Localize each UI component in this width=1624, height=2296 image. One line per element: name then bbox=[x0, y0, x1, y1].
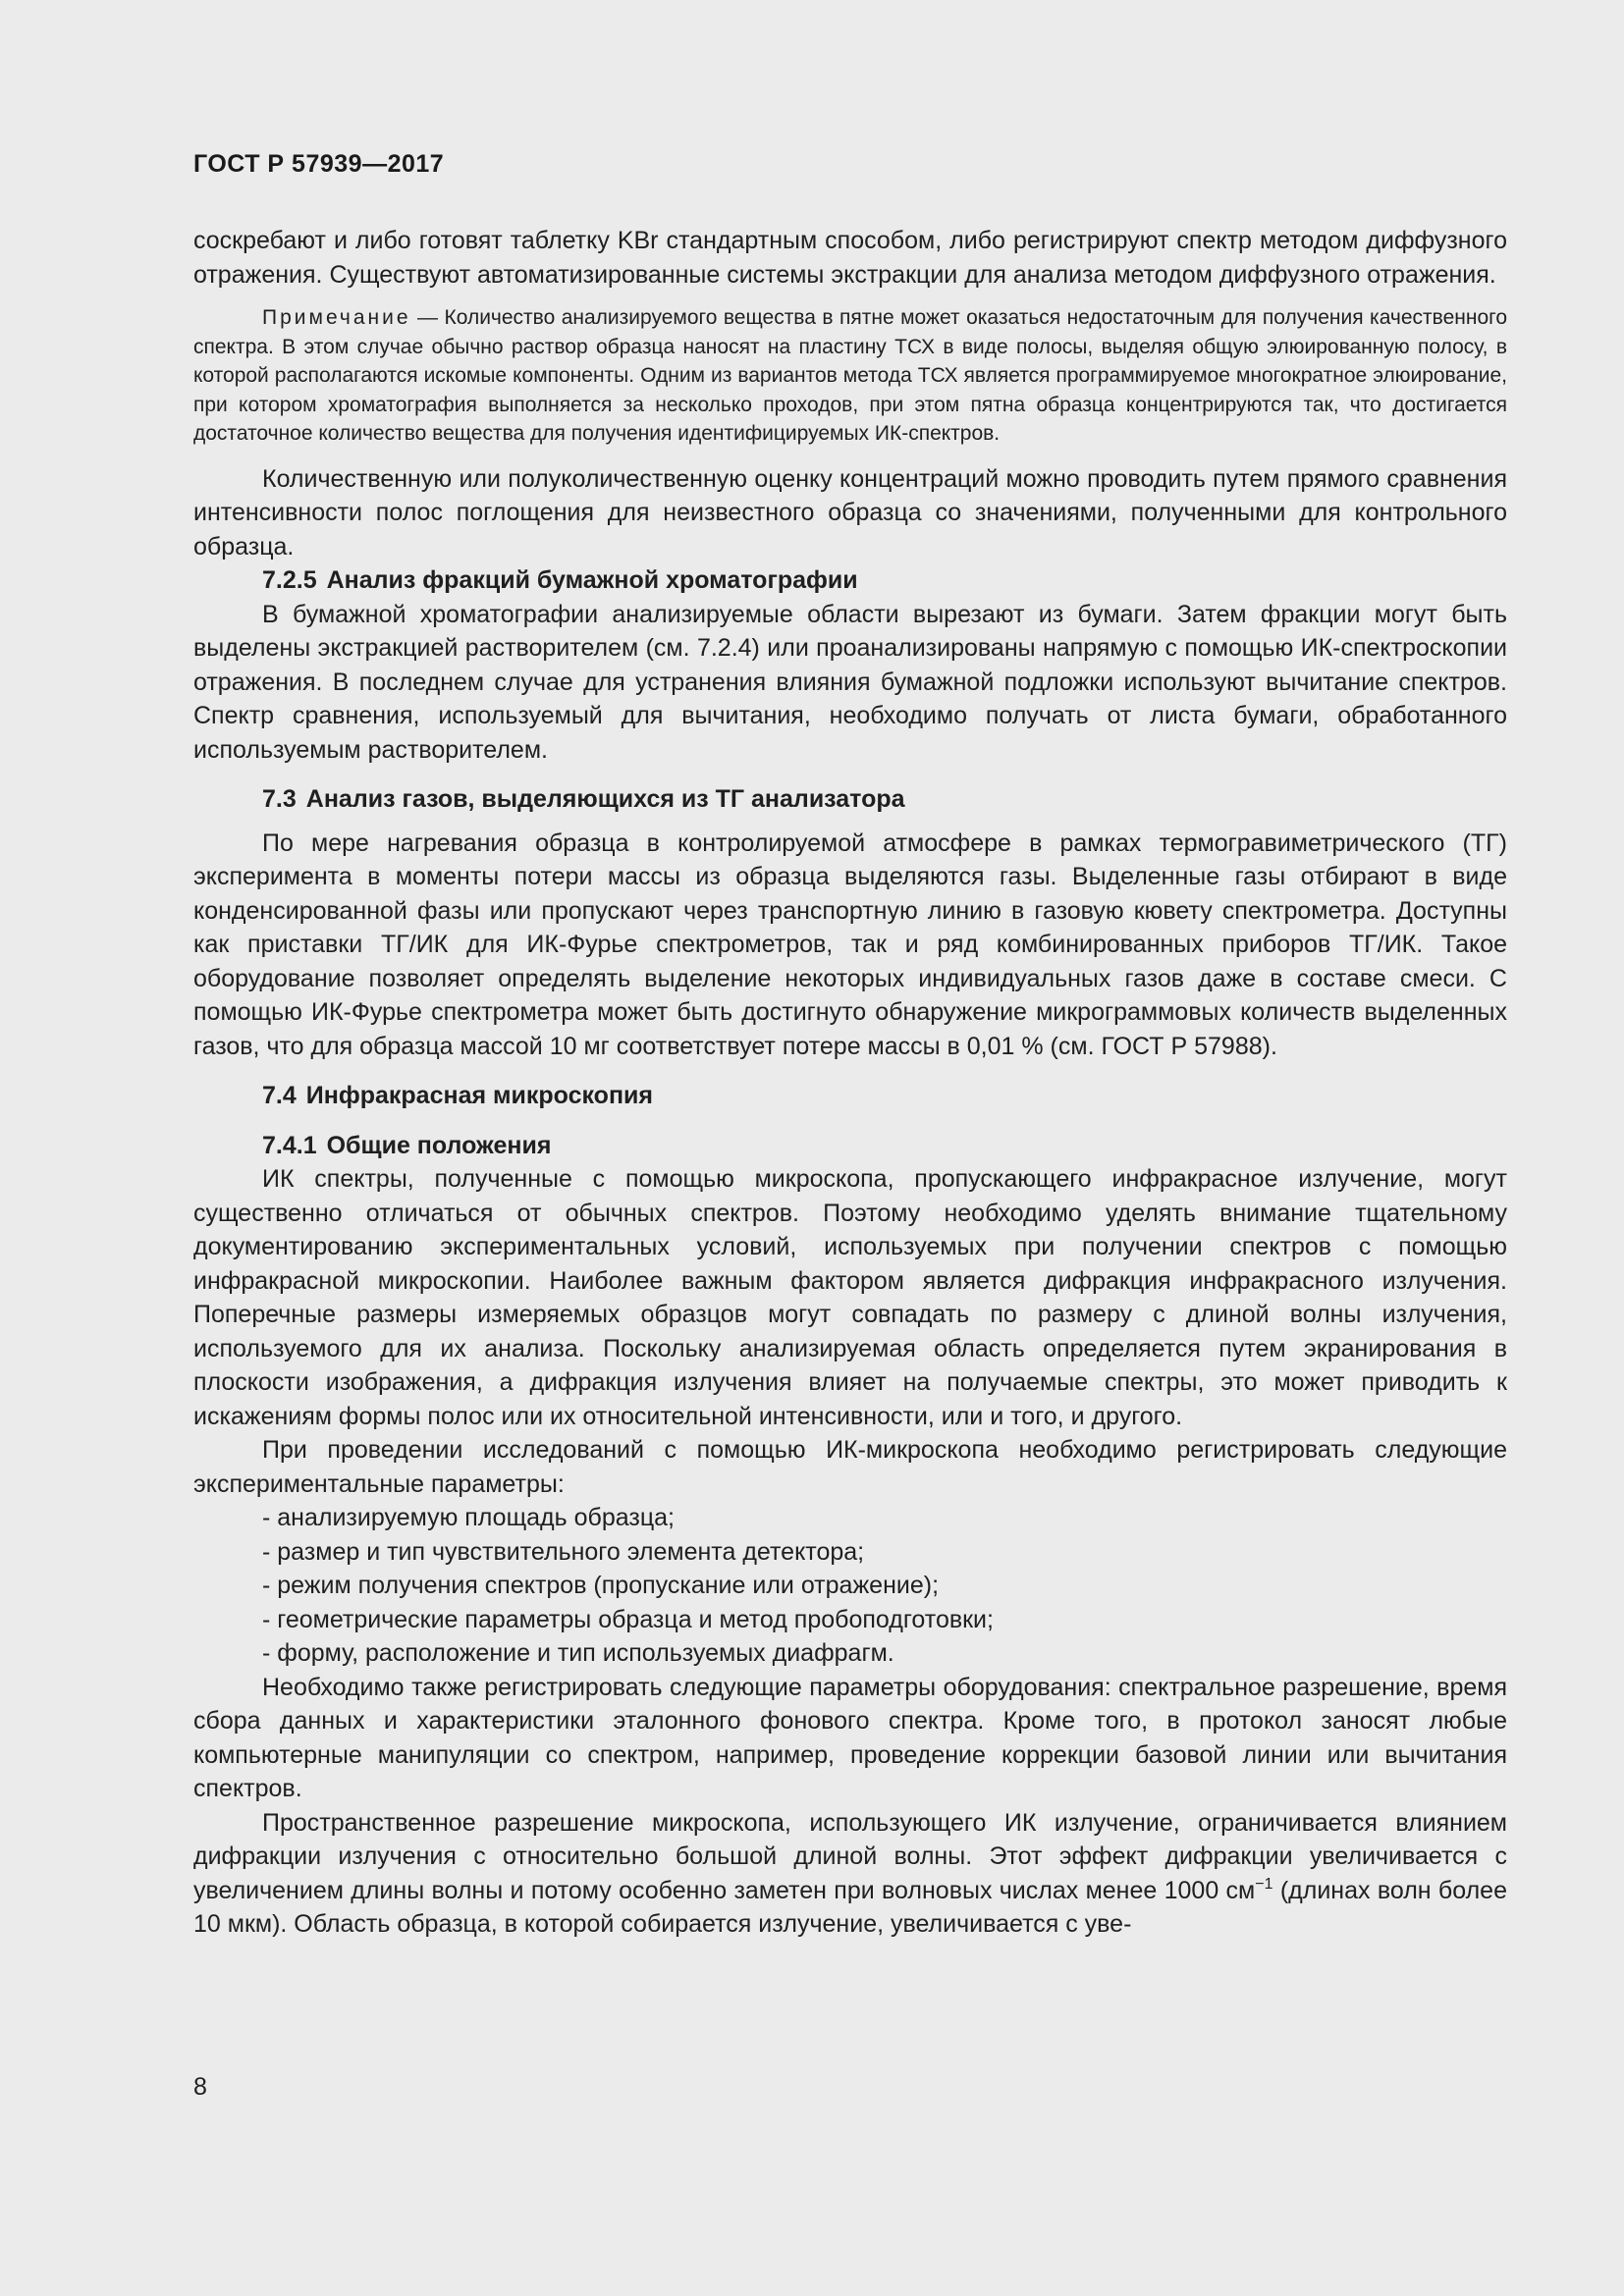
section-heading-7-4-1 bbox=[193, 1129, 1507, 1163]
list-item: - форму, расположение и тип используемых диафрагм. bbox=[262, 1639, 894, 1667]
paragraph: соскребают и либо готовят таблетку KBr стандартным способом, либо регистрируют спектр методом диффузного отражения. Существуют автоматизированные системы экстракции для анализа методом диффузного отражения. bbox=[193, 227, 1507, 289]
paragraph-text: Пространственное разрешение микроскопа, использующего ИК излучение, ограничивается влиянием дифракции излучения с относительно большой длиной волны. Этот эффект дифракции увеличивается с увеличением длины волны и потому особенно заметен при волновых числах менее 1000 см bbox=[193, 1808, 1507, 1904]
section-number: 7.2.5 bbox=[262, 566, 317, 594]
note bbox=[193, 303, 1507, 449]
section-number: 7.4 bbox=[262, 1082, 297, 1109]
paragraph: В бумажной хроматографии анализируемые области вырезают из бумаги. Затем фракции могут быть выделены экстракцией растворителем (см. 7.2.4) или проанализированы напрямую с помощью ИК-спектроскопии отражения. В последнем случае для устранения влияния бумажной подложки используют вычитание спектров. Спектр сравнения, используемый для вычитания, необходимо получать от листа бумаги, обработанного используемым растворителем. bbox=[193, 600, 1507, 764]
document-body bbox=[193, 224, 1507, 1942]
paragraph: При проведении исследований с помощью ИК-микроскопа необходимо регистрировать следующие экспериментальные параметры: bbox=[193, 1436, 1507, 1498]
superscript: −1 bbox=[1255, 1875, 1273, 1893]
paragraph bbox=[193, 1806, 1507, 1942]
document-header: ГОСТ Р 57939—2017 bbox=[193, 150, 445, 178]
list-item: - размер и тип чувствительного элемента детектора; bbox=[262, 1537, 865, 1566]
section-title: Инфракрасная микроскопия bbox=[305, 1082, 654, 1109]
paragraph-text: (длинах волн более 10 мкм). Область образца, в которой собирается излучение, увеличивается с уве- bbox=[193, 1876, 1507, 1938]
section-title: Анализ газов, выделяющихся из ТГ анализатора bbox=[305, 785, 905, 813]
paragraph: ИК спектры, полученные с помощью микроскопа, пропускающего инфракрасное излучение, могут существенно отличаться от обычных спектров. Поэтому необходимо уделять внимание тщательному документированию экспериментальных условий, используемых при получении спектров с помощью инфракрасной микроскопии. Наиболее важным фактором является дифракция инфракрасного излучения. Поперечные размеры измеряемых образцов могут совпадать по размеру с длиной волны излучения, используемого для их анализа. Поскольку анализируемая область определяется путем экранирования в плоскости изображения, а дифракция излучения влияет на получаемые спектры, это может приводить к искажениям формы полос или их относительной интенсивности, или и того, и другого. bbox=[193, 1165, 1507, 1430]
section-heading-7-3 bbox=[193, 782, 1507, 817]
note-label: Примечание bbox=[262, 306, 411, 329]
note-text: — Количество анализируемого вещества в пятне может оказаться недостаточным для получения качественного спектра. В этом случае обычно раствор образца наносят на пластину ТСХ в виде полосы, выделяя общую элюированную полосу, в которой располагаются искомые компоненты. Одним из вариантов метода ТСХ является программируемое многократное элюирование, при котором хроматография выполняется за несколько проходов, при этом пятна образца концентрируются так, что достигается достаточное количество вещества для получения идентифицируемых ИК-спектров. bbox=[193, 306, 1507, 445]
list-item: - геометрические параметры образца и метод пробоподготовки; bbox=[262, 1605, 994, 1633]
section-number: 7.3 bbox=[262, 785, 297, 813]
paragraph: Количественную или полуколичественную оценку концентраций можно проводить путем прямого сравнения интенсивности полос поглощения для неизвестного образца со значениями, полученными для контрольного образца. bbox=[193, 464, 1507, 561]
list-item: - режим получения спектров (пропускание или отражение); bbox=[262, 1572, 940, 1599]
section-heading-7-2-5 bbox=[193, 563, 1507, 598]
section-heading-7-4 bbox=[193, 1079, 1507, 1113]
page-number: 8 bbox=[193, 2073, 207, 2101]
paragraph: Необходимо также регистрировать следующие параметры оборудования: спектральное разрешение, время сбора данных и характеристики эталонного фонового спектра. Кроме того, в протокол заносят любые компьютерные манипуляции со спектром, например, проведение коррекции базовой линии или вычитания спектров. bbox=[193, 1673, 1507, 1802]
paragraph: По мере нагревания образца в контролируемой атмосфере в рамках термогравиметрического (ТГ) эксперимента в моменты потери массы из образца выделяются газы. Выделенные газы отбирают в виде конденсированной фазы или пропускают через транспортную линию в газовую кювету спектрометра. Доступны как приставки ТГ/ИК для ИК-Фурье спектрометров, так и ряд комбинированных приборов ТГ/ИК. Такое оборудование позволяет определять выделение некоторых индивидуальных газов даже в составе смеси. С помощью ИК-Фурье спектрометра может быть достигнуто обнаружение микрограммовых количеств выделенных газов, что для образца массой 10 мг соответствует потере массы в 0,01 % (см. ГОСТ Р 57988). bbox=[193, 828, 1507, 1060]
list-item: - анализируемую площадь образца; bbox=[262, 1504, 675, 1531]
section-title: Общие положения bbox=[326, 1131, 552, 1159]
section-title: Анализ фракций бумажной хроматографии bbox=[326, 566, 858, 594]
section-number: 7.4.1 bbox=[262, 1131, 317, 1159]
